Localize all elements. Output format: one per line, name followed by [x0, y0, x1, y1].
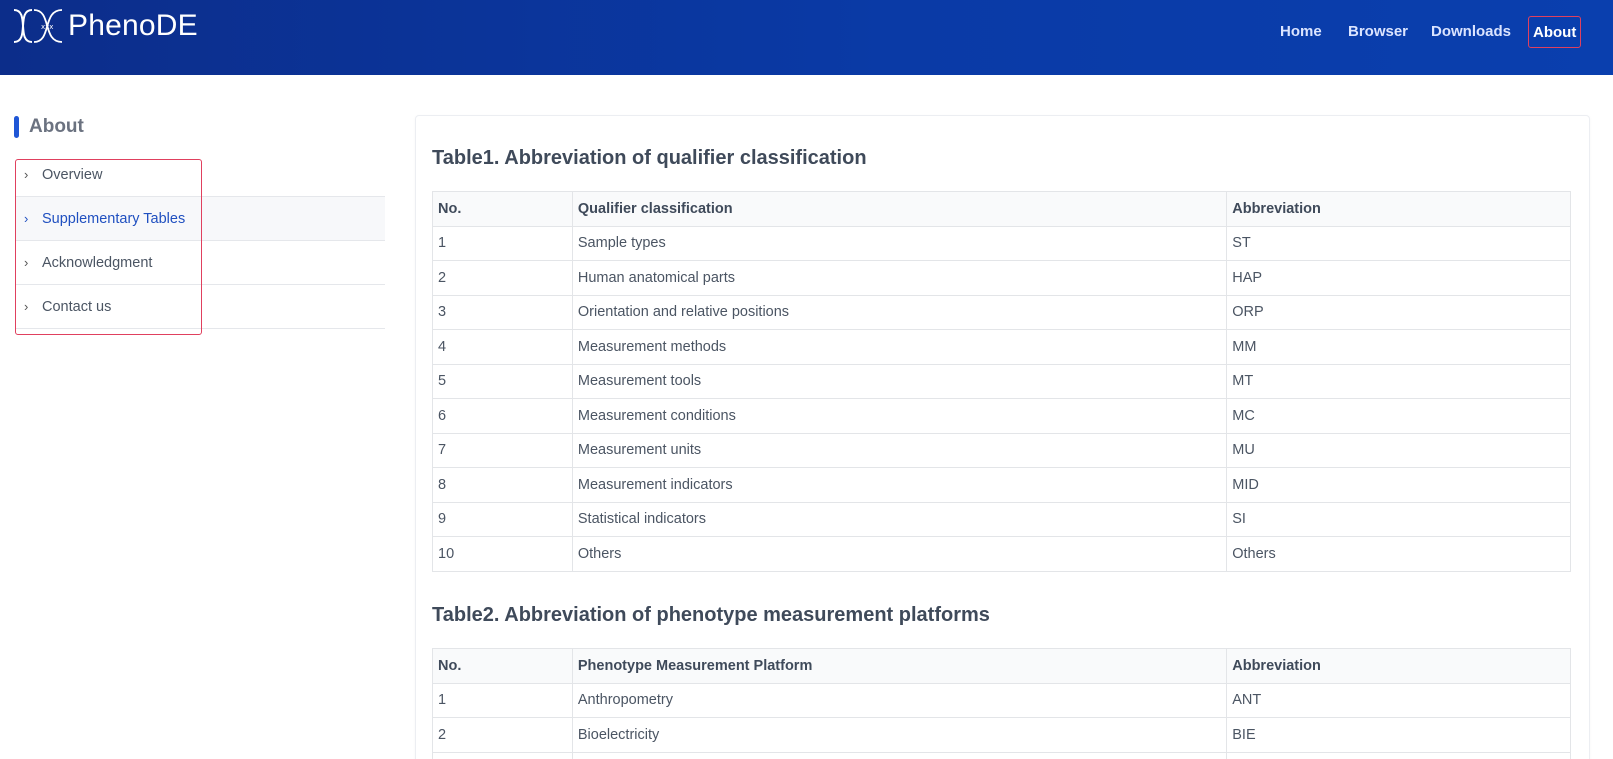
sidebar-item-acknowledgment[interactable]	[15, 241, 385, 285]
cell-abbreviation: BIE	[1227, 718, 1571, 753]
cell-no: 1	[433, 683, 573, 718]
cell-no: 9	[433, 502, 573, 537]
brand-name: PhenoDE	[68, 9, 198, 42]
table-row	[433, 364, 1571, 399]
cell-qualifier: Measurement methods	[572, 330, 1226, 365]
cell-no: 5	[433, 364, 573, 399]
cell-no: 7	[433, 433, 573, 468]
cell-abbreviation: MID	[1227, 468, 1571, 503]
cell-platform: Anthropometry	[572, 683, 1226, 718]
table1-title: Table1. Abbreviation of qualifier classification	[432, 147, 867, 169]
cell-abbreviation: MC	[1227, 399, 1571, 434]
column-header: No.	[433, 192, 573, 227]
chevron-right-icon: ›	[24, 299, 29, 314]
column-header: Phenotype Measurement Platform	[572, 649, 1226, 684]
column-header: Abbreviation	[1227, 649, 1571, 684]
table-row	[433, 399, 1571, 434]
cell-no: 6	[433, 399, 573, 434]
sidebar-item-label: Contact us	[42, 298, 112, 315]
cell-abbreviation: HAP	[1227, 261, 1571, 296]
table-row	[433, 502, 1571, 537]
cell-no: 2	[433, 718, 573, 753]
cell-qualifier: Human anatomical parts	[572, 261, 1226, 296]
sidebar-item-supplementary-tables[interactable]	[15, 197, 385, 241]
dna-logo-icon	[12, 6, 64, 46]
table-row	[433, 537, 1571, 572]
cell-abbreviation: ORP	[1227, 295, 1571, 330]
cell-no: 4	[433, 330, 573, 365]
nav-home[interactable]: Home	[1280, 23, 1322, 40]
cell-abbreviation: MM	[1227, 330, 1571, 365]
sidebar-menu	[15, 153, 385, 329]
cell-qualifier: Statistical indicators	[572, 502, 1226, 537]
nav-browser[interactable]: Browser	[1348, 23, 1409, 40]
table-row	[433, 752, 1571, 759]
column-header: Qualifier classification	[572, 192, 1226, 227]
cell-platform	[572, 752, 1226, 759]
table-row	[433, 226, 1571, 261]
cell-qualifier: Others	[572, 537, 1226, 572]
table-header-row	[433, 649, 1571, 684]
chevron-right-icon: ›	[24, 211, 29, 226]
qualifier-table	[432, 191, 1571, 572]
cell-qualifier: Measurement tools	[572, 364, 1226, 399]
sidebar-title	[14, 115, 84, 139]
cell-abbreviation: ANT	[1227, 683, 1571, 718]
sidebar-item-contact-us[interactable]	[15, 285, 385, 329]
cell-qualifier: Measurement conditions	[572, 399, 1226, 434]
cell-abbreviation	[1227, 752, 1571, 759]
svg-text:xxx: xxx	[41, 23, 54, 31]
sidebar-item-overview[interactable]	[15, 153, 385, 197]
cell-no	[433, 752, 573, 759]
table-row	[433, 718, 1571, 753]
table-row	[433, 683, 1571, 718]
chevron-right-icon: ›	[24, 255, 29, 270]
cell-no: 8	[433, 468, 573, 503]
column-header: No.	[433, 649, 573, 684]
top-navbar	[0, 0, 1613, 75]
table-row	[433, 468, 1571, 503]
table-header-row	[433, 192, 1571, 227]
nav-about[interactable]: About	[1528, 16, 1581, 48]
title-accent-bar	[14, 116, 19, 138]
cell-qualifier: Orientation and relative positions	[572, 295, 1226, 330]
table-row	[433, 261, 1571, 296]
sidebar-item-label: Acknowledgment	[42, 254, 153, 271]
cell-no: 2	[433, 261, 573, 296]
brand-logo[interactable]	[12, 6, 198, 46]
sidebar-title-text: About	[29, 116, 84, 137]
cell-no: 10	[433, 537, 573, 572]
table-row	[433, 295, 1571, 330]
cell-abbreviation: ST	[1227, 226, 1571, 261]
table2-title: Table2. Abbreviation of phenotype measurement platforms	[432, 604, 990, 626]
cell-no: 1	[433, 226, 573, 261]
cell-qualifier: Measurement units	[572, 433, 1226, 468]
cell-qualifier: Sample types	[572, 226, 1226, 261]
cell-platform: Bioelectricity	[572, 718, 1226, 753]
cell-abbreviation: SI	[1227, 502, 1571, 537]
table-row	[433, 433, 1571, 468]
cell-abbreviation: Others	[1227, 537, 1571, 572]
platform-table	[432, 648, 1571, 759]
nav-downloads[interactable]: Downloads	[1431, 23, 1512, 40]
cell-no: 3	[433, 295, 573, 330]
chevron-right-icon: ›	[24, 167, 29, 182]
column-header: Abbreviation	[1227, 192, 1571, 227]
table-row	[433, 330, 1571, 365]
cell-abbreviation: MT	[1227, 364, 1571, 399]
sidebar-item-label: Overview	[42, 166, 103, 183]
sidebar-item-label: Supplementary Tables	[42, 210, 186, 227]
cell-abbreviation: MU	[1227, 433, 1571, 468]
cell-qualifier: Measurement indicators	[572, 468, 1226, 503]
